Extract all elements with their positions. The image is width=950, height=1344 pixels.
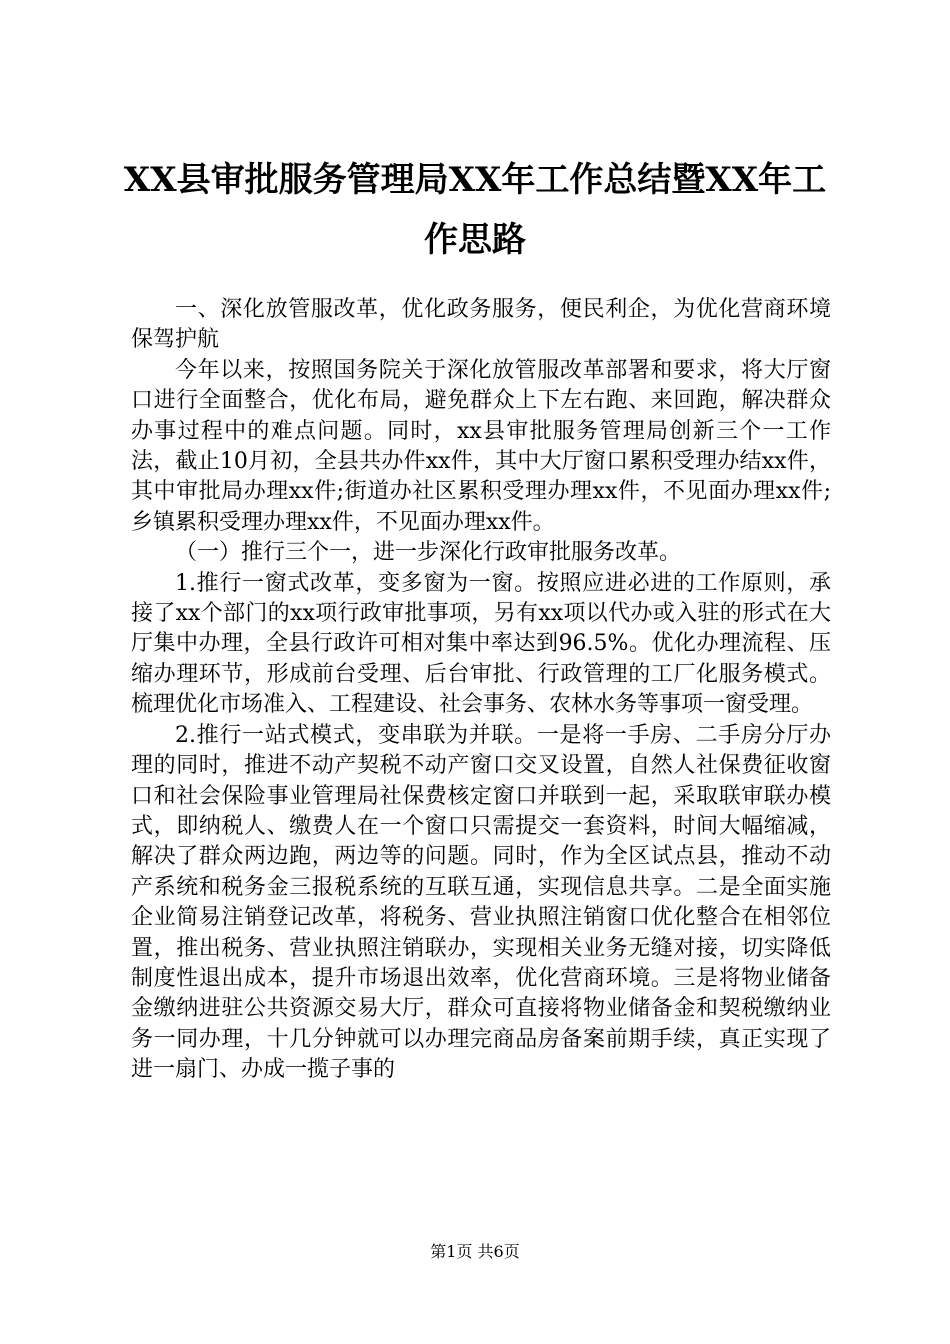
document-body (131, 295, 831, 1086)
document-title-line-2: 作思路 (424, 220, 526, 260)
body-paragraph: 2.推行一站式模式，变串联为并联。一是将一手房、二手房分厅办理的同时，推进不动产契税不动产窗口交叉设置，自然人社保费征收窗口和社会保险事业管理局社保费核定窗口并联到一起，采取联审联办模式，即纳税人、缴费人在一个窗口只需提交一套资料，时间大幅缩减，解决了群众两边跑，两边等的问题。同时，作为全区试点县，推动不动产系统和税务金三报税系统的互联互通，实现信息共享。二是全面实施企业简易注销登记改革，将税务、营业执照注销窗口优化整合在相邻位置，推出税务、营业执照注销联办，实现相关业务无缝对接，切实降低制度性退出成本，提升市场退出效率，优化营商环境。三是将物业储备金缴纳进驻公共资源交易大厅，群众可直接将物业储备金和契税缴纳业务一同办理，十几分钟就可以办理完商品房备案前期手续，真正实现了进一扇门、办成一揽子事的 (131, 722, 831, 1083)
subsection-heading: （一）推行三个一，进一步深化行政审批服务改革。 (175, 540, 682, 566)
page-number-footer: 第1页 共6页 (430, 1242, 520, 1261)
section-heading: 一、深化放管服改革，优化政务服务，便民利企，为优化营商环境保驾护航 (131, 297, 831, 353)
document-title-line-1: XX县审批服务管理局XX年工作总结暨XX年工 (123, 160, 827, 200)
body-paragraph: 1.推行一窗式改革，变多窗为一窗。按照应进必进的工作原则，承接了xx个部门的xx项行政审批事项，另有xx项以代办或入驻的形式在大厅集中办理，全县行政许可相对集中率达到96.5%。优化办理流程、压缩办理环节，形成前台受理、后台审批、行政管理的工厂化服务模式。梳理优化市场准入、工程建设、社会事务、农林水务等事项一窗受理。 (131, 570, 831, 718)
body-paragraph: 今年以来，按照国务院关于深化放管服改革部署和要求，将大厅窗口进行全面整合，优化布局，避免群众上下左右跑、来回跑，解决群众办事过程中的难点问题。同时，xx县审批服务管理局创新三个一工作法，截止10月初，全县共办件xx件，其中大厅窗口累积受理办结xx件，其中审批局办理xx件;街道办社区累积受理办理xx件，不见面办理xx件;乡镇累积受理办理xx件，不见面办理xx件。 (131, 357, 831, 535)
